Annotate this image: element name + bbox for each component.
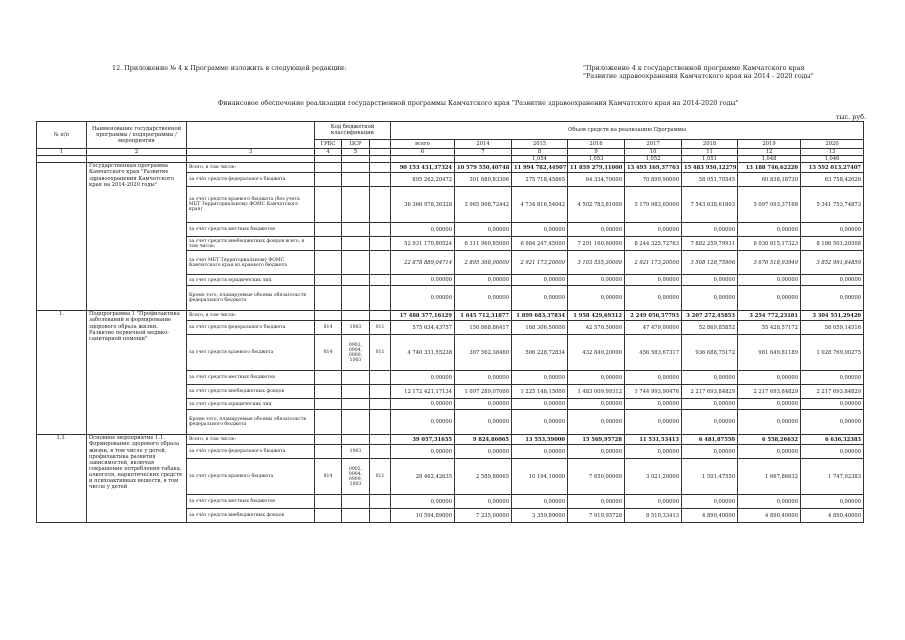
- value-year: 3 676 518,93949: [738, 251, 801, 275]
- value-year: 9 824,86065: [455, 435, 512, 445]
- column-index: 10: [625, 149, 682, 156]
- appendix-caption: [583, 64, 814, 80]
- value-total: 895 262,20472: [391, 173, 455, 187]
- value-year: 3 359,89000: [512, 509, 568, 523]
- year-code: 1,053: [568, 156, 625, 163]
- grbs-code: [315, 445, 342, 459]
- value-year: 0,00000: [625, 223, 682, 237]
- value-year: 301 680,83306: [455, 173, 512, 187]
- value-year: 0,00000: [568, 371, 625, 385]
- value-year: 0,00000: [738, 399, 801, 410]
- value-year: 4 890,40000: [682, 509, 738, 523]
- csr-code: [342, 399, 370, 410]
- value-year: 2 217 693,84829: [682, 385, 738, 399]
- value-year: 1 483 009,99312: [568, 385, 625, 399]
- grbs-code: [315, 509, 342, 523]
- value-year: 1 744 993,90476: [625, 385, 682, 399]
- value-year: 0,00000: [455, 399, 512, 410]
- value-year: 0,00000: [738, 275, 801, 286]
- kvr-code: [370, 399, 391, 410]
- value-year: 4 734 816,54042: [512, 187, 568, 223]
- value-year: 3 965 908,72442: [455, 187, 512, 223]
- kvr-code: 011: [370, 335, 391, 371]
- value-total: 0,00000: [391, 399, 455, 410]
- value-year: 3 508 128,75906: [682, 251, 738, 275]
- value-year: 7 235,00000: [455, 509, 512, 523]
- value-year: 0,00000: [801, 410, 864, 435]
- column-index: 13: [801, 149, 864, 156]
- column-index: 9: [568, 149, 625, 156]
- intro-line: 12. Приложение № 4 к Программе изложить в следующей редакции:: [112, 64, 347, 72]
- csr-code: [342, 385, 370, 399]
- value-year: 0,00000: [455, 445, 512, 459]
- column-index: 8: [512, 149, 568, 156]
- source-label: за счет средств местных бюджетов: [187, 495, 315, 509]
- header-year: 2014: [455, 139, 512, 148]
- value-year: 15 569,95728: [568, 435, 625, 445]
- row-number: 1.: [37, 311, 87, 435]
- value-year: 3 304 551,29420: [801, 311, 864, 321]
- value-total: 0,00000: [391, 286, 455, 311]
- value-year: 0,00000: [801, 371, 864, 385]
- kvr-code: [370, 385, 391, 399]
- value-year: 10 579 550,40748: [455, 163, 512, 173]
- value-year: 11 994 782,44907: [512, 163, 568, 173]
- grbs-code: [315, 286, 342, 311]
- value-year: 0,00000: [512, 275, 568, 286]
- source-label: Всего, в том числе:: [187, 311, 315, 321]
- value-year: 52 869,85852: [682, 321, 738, 335]
- value-year: 2 921 173,20000: [512, 251, 568, 275]
- value-year: 11 531,53413: [625, 435, 682, 445]
- value-year: 0,00000: [455, 223, 512, 237]
- source-label: за счет средств федерального бюджета: [187, 321, 315, 335]
- value-total: 0,00000: [391, 275, 455, 286]
- value-year: 0,00000: [512, 445, 568, 459]
- row-number: 1.1.: [37, 435, 87, 523]
- value-year: 1 747,92383: [801, 459, 864, 495]
- value-year: 8 510,33413: [625, 509, 682, 523]
- value-year: 7 543 638,61803: [682, 187, 738, 223]
- grbs-code: 814: [315, 321, 342, 335]
- value-year: 0,00000: [455, 275, 512, 286]
- value-year: 0,00000: [801, 223, 864, 237]
- column-index: 4: [315, 149, 342, 156]
- value-year: 0,00000: [682, 371, 738, 385]
- grbs-code: [315, 385, 342, 399]
- value-year: 456 583,67317: [625, 335, 682, 371]
- table-body: [37, 122, 864, 523]
- grbs-code: [315, 275, 342, 286]
- header-year: 2018: [682, 139, 738, 148]
- header-year: 2016: [568, 139, 625, 148]
- value-year: 2 895 368,00000: [455, 251, 512, 275]
- value-year: 0,00000: [738, 445, 801, 459]
- value-year: 13 592 013,27407: [801, 163, 864, 173]
- value-year: 275 718,45865: [512, 173, 568, 187]
- value-total: 39 057,31635: [391, 435, 455, 445]
- value-year: 6 636,32383: [801, 435, 864, 445]
- value-year: 7 919,95728: [568, 509, 625, 523]
- header-year: 2017: [625, 139, 682, 148]
- column-index: 2: [87, 149, 187, 156]
- program-name: Государственная программа Камчатского края "Развитие здравоохранения Камчатского края на 2014-2020 годы": [87, 163, 187, 311]
- value-year: 0,00000: [568, 286, 625, 311]
- column-index: 12: [738, 149, 801, 156]
- value-year: 0,00000: [625, 286, 682, 311]
- value-year: 0,00000: [455, 495, 512, 509]
- value-total: 17 488 377,16129: [391, 311, 455, 321]
- grbs-code: [315, 187, 342, 223]
- value-year: 13 553,59000: [512, 435, 568, 445]
- value-year: 0,00000: [738, 371, 801, 385]
- csr-code: [342, 251, 370, 275]
- column-index: 1: [37, 149, 87, 156]
- document-title: Финансовое обеспечение реализации государственной программы Камчатского края "Развитие здравоохранения Камчатского края на 2014-2020 годы": [218, 99, 739, 107]
- value-year: 1 225 148,15000: [512, 385, 568, 399]
- value-year: 0,00000: [568, 275, 625, 286]
- value-year: 8 244 325,72763: [625, 237, 682, 251]
- source-label: за счет средств внебюджетных фондов всего, в том числе:: [187, 237, 315, 251]
- kvr-code: [370, 445, 391, 459]
- source-label: за счет средств внебюджетных фондов: [187, 385, 315, 399]
- kvr-code: [370, 286, 391, 311]
- value-year: 7 882 259,79931: [682, 237, 738, 251]
- appendix-line-2: "Развитие здравоохранения Камчатского края на 2014 - 2020 годы": [583, 72, 814, 80]
- value-year: 3 103 535,30000: [568, 251, 625, 275]
- csr-code: [342, 311, 370, 321]
- csr-code: [342, 435, 370, 445]
- subprogram-name: Подпрограмма 1 "Профилактика заболеваний и формирование здорового образа жизни. Развитие первичной медико-санитарной помощи": [87, 311, 187, 435]
- value-year: 1 028 769,00275: [801, 335, 864, 371]
- value-total: 0,00000: [391, 445, 455, 459]
- source-label: за счет средств местных бюджетов: [187, 223, 315, 237]
- value-year: 13 188 746,62220: [738, 163, 801, 173]
- grbs-code: [315, 311, 342, 321]
- value-year: 0,00000: [568, 410, 625, 435]
- header-year: 2019: [738, 139, 801, 148]
- kvr-code: [370, 410, 391, 435]
- value-year: 397 562,38460: [455, 335, 512, 371]
- value-year: 0,00000: [801, 275, 864, 286]
- grbs-code: [315, 163, 342, 173]
- value-year: 4 890,40000: [738, 509, 801, 523]
- value-year: 6 481,87550: [682, 435, 738, 445]
- value-year: 0,00000: [682, 410, 738, 435]
- value-year: 4 890,40000: [801, 509, 864, 523]
- value-year: 0,00000: [682, 223, 738, 237]
- value-year: 0,00000: [682, 445, 738, 459]
- value-year: 0,00000: [625, 410, 682, 435]
- grbs-code: [315, 173, 342, 187]
- value-year: 0,00000: [568, 399, 625, 410]
- row-number: [37, 163, 87, 311]
- table-row: [37, 163, 864, 173]
- value-year: 11 859 279,11000: [568, 163, 625, 173]
- value-year: 0,00000: [512, 371, 568, 385]
- value-year: 0,00000: [625, 275, 682, 286]
- value-year: 150 868,86417: [455, 321, 512, 335]
- value-year: 1 667,86632: [738, 459, 801, 495]
- financing-table: [36, 121, 864, 523]
- value-year: 0,00000: [738, 495, 801, 509]
- source-label: Кроме того, планируемые объемы обязательств федерального бюджета: [187, 286, 315, 311]
- grbs-code: 814: [315, 335, 342, 371]
- value-year: 2 589,86065: [455, 459, 512, 495]
- value-year: 6 558,26632: [738, 435, 801, 445]
- value-year: 936 688,75172: [682, 335, 738, 371]
- kvr-code: [370, 275, 391, 286]
- year-code: 1,048: [738, 156, 801, 163]
- value-total: 4 740 331,55238: [391, 335, 455, 371]
- source-label: за счет МБТ Территориальному ФОМС Камчатского края из краевого бюджета: [187, 251, 315, 275]
- kvr-code: [370, 495, 391, 509]
- value-year: 4 502 783,81000: [568, 187, 625, 223]
- value-total: 0,00000: [391, 495, 455, 509]
- value-year: 0,00000: [738, 286, 801, 311]
- value-year: 0,00000: [512, 286, 568, 311]
- value-year: 1 645 712,31877: [455, 311, 512, 321]
- value-year: 0,00000: [738, 410, 801, 435]
- csr-code: [342, 371, 370, 385]
- value-year: 0,00000: [801, 286, 864, 311]
- kvr-code: 011: [370, 459, 391, 495]
- csr-code: [342, 286, 370, 311]
- value-year: 63 758,42026: [801, 173, 864, 187]
- value-year: 5 341 753,74873: [801, 187, 864, 223]
- csr-code: [342, 410, 370, 435]
- column-index: 11: [682, 149, 738, 156]
- source-label: за счет средств краевого бюджета: [187, 459, 315, 495]
- value-year: 47 479,00000: [625, 321, 682, 335]
- grbs-code: 814: [315, 459, 342, 495]
- column-index: 3: [187, 149, 315, 156]
- value-year: 0,00000: [512, 223, 568, 237]
- value-total: 575 634,43757: [391, 321, 455, 335]
- value-year: 42 570,50000: [568, 321, 625, 335]
- value-year: 70 899,90000: [625, 173, 682, 187]
- value-year: 58 059,14516: [801, 321, 864, 335]
- year-code: 1,054: [512, 156, 568, 163]
- csr-code: [342, 187, 370, 223]
- value-year: 1 097 289,07000: [455, 385, 512, 399]
- value-year: 7 650,00000: [568, 459, 625, 495]
- grbs-code: [315, 435, 342, 445]
- kvr-code: 011: [370, 321, 391, 335]
- source-label: за счет средств местных бюджетов: [187, 371, 315, 385]
- value-year: 0,00000: [568, 495, 625, 509]
- value-year: 0,00000: [512, 410, 568, 435]
- value-year: 1 591,47550: [682, 459, 738, 495]
- header-grbs: ГРБС: [315, 139, 342, 148]
- value-year: 8 030 815,17323: [738, 237, 801, 251]
- value-year: 168 306,50000: [512, 321, 568, 335]
- source-label: за счет средств юридических лиц: [187, 399, 315, 410]
- value-year: 0,00000: [512, 399, 568, 410]
- value-year: 0,00000: [801, 495, 864, 509]
- value-total: 0,00000: [391, 223, 455, 237]
- source-label: за счет средств юридических лиц: [187, 275, 315, 286]
- source-label: Кроме того, планируемые объемы обязательств федерального бюджета: [187, 410, 315, 435]
- column-index: 5: [342, 149, 370, 156]
- grbs-code: [315, 251, 342, 275]
- code-row: [37, 156, 864, 163]
- header-volume: Объем средств на реализацию Программы: [391, 122, 864, 140]
- value-year: 0,00000: [682, 399, 738, 410]
- value-year: 58 051,70545: [682, 173, 738, 187]
- value-year: 0,00000: [512, 495, 568, 509]
- grbs-code: [315, 410, 342, 435]
- kvr-code: [370, 223, 391, 237]
- kvr-code: [370, 173, 391, 187]
- grbs-code: [315, 371, 342, 385]
- value-year: 0,00000: [455, 410, 512, 435]
- source-label: за счет средств краевого бюджета: [187, 335, 315, 371]
- value-year: 0,00000: [625, 399, 682, 410]
- value-year: 0,00000: [738, 223, 801, 237]
- value-year: 0,00000: [801, 445, 864, 459]
- kvr-code: [370, 163, 391, 173]
- event-name: Основное мероприятие 1.1. Формирование здорового образа жизни, в том числе у детей, профилактика развития зависимостей, включая сокращение потребления табака, алкоголя, наркотических средств и психоактивных веществ, в том числе у детей: [87, 435, 187, 523]
- value-year: 3 852 991,84859: [801, 251, 864, 275]
- header-total: всего: [391, 139, 455, 148]
- source-label: за счет средств федерального бюджета: [187, 445, 315, 459]
- value-year: 1 958 429,69312: [568, 311, 625, 321]
- column-index-row: [37, 149, 864, 156]
- value-year: 6 984 247,45000: [512, 237, 568, 251]
- source-label: Всего, в том числе:: [187, 163, 315, 173]
- value-year: 64 334,70000: [568, 173, 625, 187]
- value-year: 2 921 173,20000: [625, 251, 682, 275]
- csr-code: 1003: [342, 321, 370, 335]
- value-total: 12 172 421,17134: [391, 385, 455, 399]
- value-year: 8 186 501,20508: [801, 237, 864, 251]
- year-code: 1,052: [625, 156, 682, 163]
- grbs-code: [315, 223, 342, 237]
- value-year: 6 311 960,85000: [455, 237, 512, 251]
- value-year: 55 428,57172: [738, 321, 801, 335]
- value-total: 28 462,42635: [391, 459, 455, 495]
- value-total: 52 931 170,80524: [391, 237, 455, 251]
- csr-code: [342, 173, 370, 187]
- value-year: 5 097 093,37168: [738, 187, 801, 223]
- value-year: 3 207 272,45853: [682, 311, 738, 321]
- value-year: 1 899 683,37834: [512, 311, 568, 321]
- csr-code: [342, 275, 370, 286]
- value-total: 0,00000: [391, 410, 455, 435]
- value-year: 13 495 169,37763: [625, 163, 682, 173]
- header-year: 2020: [801, 139, 864, 148]
- value-year: 3 021,20000: [625, 459, 682, 495]
- grbs-code: [315, 495, 342, 509]
- csr-code: 0902, 0904, 0909, 1003: [342, 459, 370, 495]
- source-label: за счет средств краевого бюджета (без учета МБТ Территориальному ФОМС Камчатского края): [187, 187, 315, 223]
- header-year: 2015: [512, 139, 568, 148]
- year-code: 1,051: [682, 156, 738, 163]
- year-code: 1,046: [801, 156, 864, 163]
- column-index: 6: [391, 149, 455, 156]
- value-year: 3 254 772,23181: [738, 311, 801, 321]
- value-year: 0,00000: [455, 286, 512, 311]
- value-year: 0,00000: [682, 275, 738, 286]
- csr-code: [342, 495, 370, 509]
- value-year: 432 849,20000: [568, 335, 625, 371]
- csr-code: 0902, 0904, 0909, 1003: [342, 335, 370, 371]
- csr-code: [342, 509, 370, 523]
- value-year: 0,00000: [625, 445, 682, 459]
- value-year: 0,00000: [625, 495, 682, 509]
- value-year: 5 179 983,65000: [625, 187, 682, 223]
- source-label: за счет средств федерального бюджета: [187, 173, 315, 187]
- kvr-code: [370, 371, 391, 385]
- csr-code: [342, 223, 370, 237]
- value-year: 15 483 950,12279: [682, 163, 738, 173]
- value-year: 0,00000: [682, 495, 738, 509]
- value-year: 60 838,18730: [738, 173, 801, 187]
- csr-code: [342, 237, 370, 251]
- value-year: 0,00000: [801, 399, 864, 410]
- kvr-code: [370, 311, 391, 321]
- csr-code: 1003: [342, 445, 370, 459]
- value-total: 36 366 978,36328: [391, 187, 455, 223]
- value-year: 7 291 160,60000: [568, 237, 625, 251]
- csr-code: [342, 163, 370, 173]
- value-year: 981 649,81189: [738, 335, 801, 371]
- header-name: Наименование государственной программы / подпрограммы / мероприятия: [87, 122, 187, 149]
- value-year: 0,00000: [682, 286, 738, 311]
- value-year: 506 228,72834: [512, 335, 568, 371]
- kvr-code: [370, 237, 391, 251]
- table-header-row: [37, 122, 864, 140]
- grbs-code: [315, 237, 342, 251]
- header-num: № п/п: [37, 122, 87, 149]
- kvr-code: [370, 509, 391, 523]
- value-total: 90 153 431,37324: [391, 163, 455, 173]
- value-year: 0,00000: [568, 223, 625, 237]
- table-row: [37, 435, 864, 445]
- source-label: Всего, в том числе:: [187, 435, 315, 445]
- value-total: 10 594,89000: [391, 509, 455, 523]
- table-row: [37, 311, 864, 321]
- value-year: 0,00000: [625, 371, 682, 385]
- value-year: 2 217 693,84829: [801, 385, 864, 399]
- value-total: 22 878 889,04714: [391, 251, 455, 275]
- value-year: 0,00000: [455, 371, 512, 385]
- appendix-line-1: "Приложение 4 к государственной программе Камчатского края: [583, 64, 805, 72]
- value-total: 0,00000: [391, 371, 455, 385]
- header-code: Код бюджетной классификации: [315, 122, 391, 140]
- kvr-code: [370, 187, 391, 223]
- column-index: 7: [455, 149, 512, 156]
- source-label: за счет средств внебюджетных фондов: [187, 509, 315, 523]
- header-csr: ЦСР: [342, 139, 370, 148]
- value-year: 0,00000: [568, 445, 625, 459]
- units-label: тыс. руб.: [836, 113, 866, 121]
- kvr-code: [370, 435, 391, 445]
- value-year: 2 249 056,57793: [625, 311, 682, 321]
- grbs-code: [315, 399, 342, 410]
- kvr-code: [370, 251, 391, 275]
- value-year: 10 194,10000: [512, 459, 568, 495]
- value-year: 2 217 693,84829: [738, 385, 801, 399]
